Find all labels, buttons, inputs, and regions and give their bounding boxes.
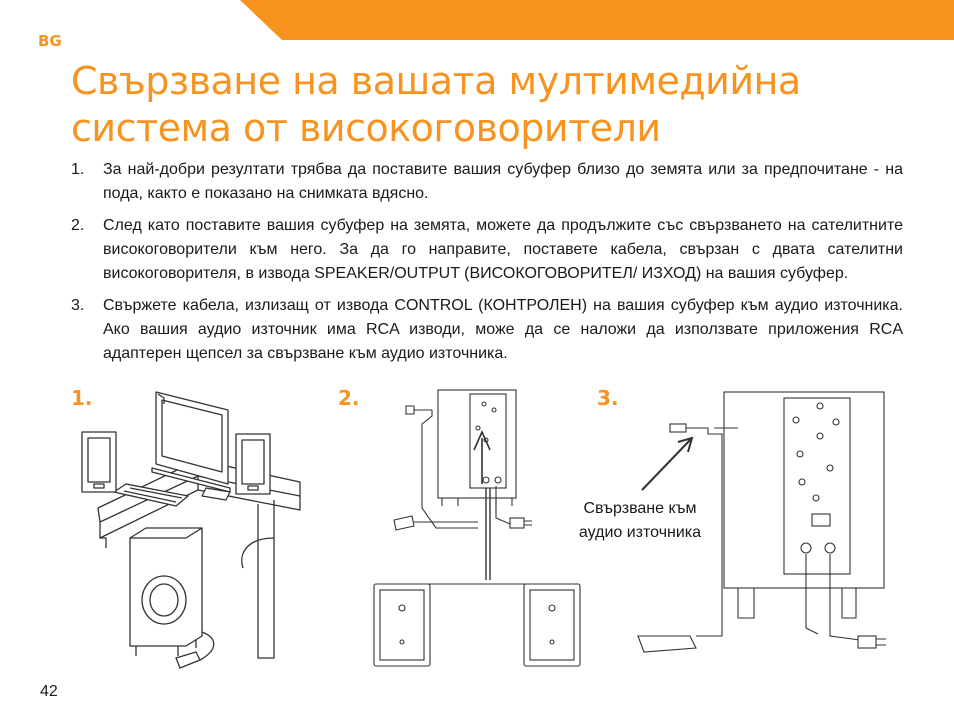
page-number: 42 xyxy=(40,683,58,700)
figure-3-caption: Свързване към аудио източника xyxy=(578,500,702,541)
step-text: След като поставите вашия субуфер на земята, можете да продължите със свързването на сателитните високоговорители към него. За да го направите, поставете кабела, свързан с двата сателитни високоговорителя, в извода SPEAKER/OUTPUT (ВИСОКОГОВОРИТЕЛ/ ИЗХОД) на вашия субуфер. xyxy=(103,217,903,282)
instruction-step xyxy=(71,158,903,206)
instruction-step xyxy=(71,214,903,286)
figure-1-label: 1. xyxy=(71,386,93,410)
instruction-step xyxy=(71,294,903,366)
figure-3-label: 3. xyxy=(597,386,619,410)
step-text: За най-добри резултати трябва да поставите вашия субуфер близо до земята или за предпочитане - на пода, както е показано на снимката вдясно. xyxy=(103,161,903,202)
step-number: 1. xyxy=(71,161,85,178)
header-accent-band xyxy=(0,0,954,40)
instruction-list xyxy=(71,158,903,374)
figure-1-desk-setup-illustration xyxy=(78,388,328,680)
step-text: Свържете кабела, излизащ от извода CONTROL (КОНТРОЛЕН) на вашия субуфер към аудио източника. Ако вашия аудио източник има RCA изводи, може да се наложи да използвате приложения RCA адаптерен щепсел за свързване към аудио източника. xyxy=(103,297,903,362)
step-number: 3. xyxy=(71,297,85,314)
title-line-2: система от високоговорители xyxy=(71,106,661,150)
title-line-1: Свързване на вашата мултимедийна xyxy=(71,59,801,103)
step-number: 2. xyxy=(71,217,85,234)
page-title xyxy=(71,58,891,152)
figure-2-speaker-connection-diagram xyxy=(358,388,588,680)
language-tag: BG xyxy=(38,32,62,50)
figure-2-label: 2. xyxy=(338,386,360,410)
